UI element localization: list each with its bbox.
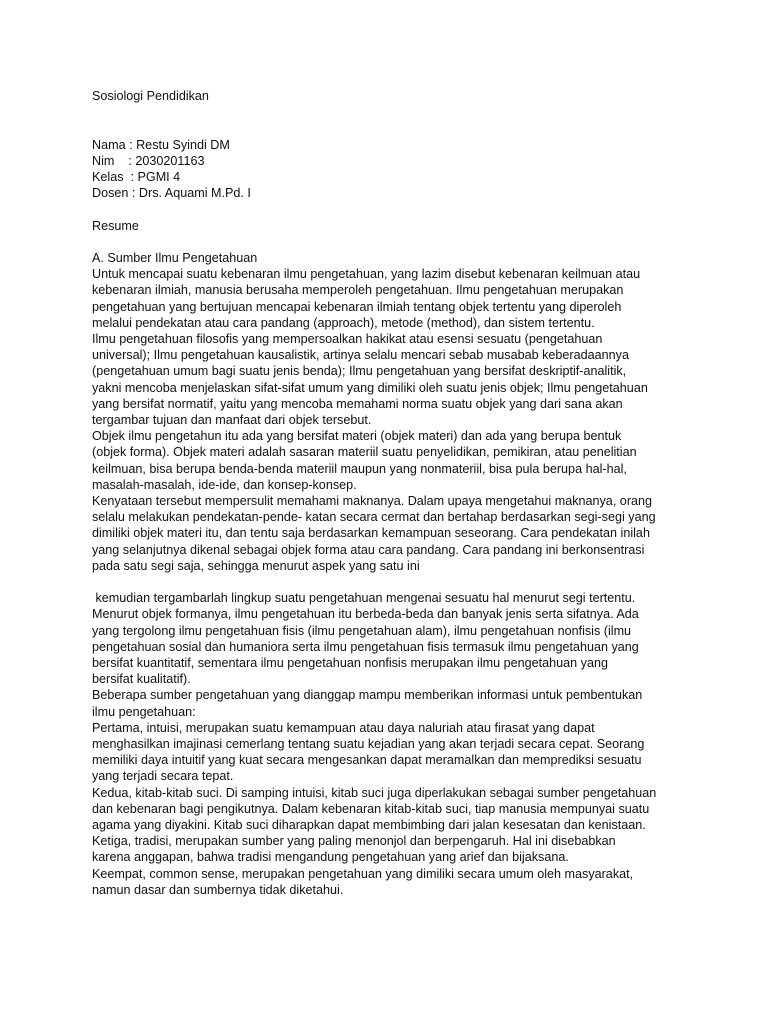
paragraph-line: keilmuan, bisa berupa benda-benda materiil maupun yang nonmateriil, bisa pula berupa hal-hal, (92, 461, 627, 476)
paragraph-line: melalui pendekatan atau cara pandang (approach), metode (method), dan sistem tertentu. (92, 315, 595, 330)
identity-name: Nama : Restu Syindi DM (92, 137, 230, 152)
paragraph-line: (objek forma). Objek materi adalah sasaran materiil suatu penyelidikan, pemikiran, atau penelitian (92, 445, 637, 460)
section-a-body (92, 266, 690, 574)
paragraph-line: Ilmu pengetahuan filosofis yang mempersoalkan hakikat atau esensi sesuatu (pengetahuan (92, 331, 603, 346)
paragraph-line: pengetahuan sosial dan humaniora serta ilmu pengetahuan fisis termasuk ilmu pengetahuan yang (92, 639, 639, 654)
paragraph-line: universal); Ilmu pengetahuan kausalistik, artinya selalu mencari sebab musabab keberadaannya (92, 348, 629, 363)
paragraph-line: Ketiga, tradisi, merupakan sumber yang paling menonjol dan berpengaruh. Hal ini disebabkan (92, 834, 616, 849)
paragraph-line: memiliki daya intuitif yang kuat secara mengesankan dapat meramalkan dan memprediksi sesuatu (92, 753, 642, 768)
paragraph-line: yang selanjutnya dikenal sebagai objek forma atau cara pandang. Cara pandang ini berkonsentrasi (92, 542, 645, 557)
paragraph-line: yang terjadi secara tepat. (92, 769, 234, 784)
spacer (92, 120, 690, 136)
spacer (92, 574, 690, 590)
identity-lecturer: Dosen : Drs. Aquami M.Pd. I (92, 186, 251, 201)
paragraph-line: karena anggapan, bahwa tradisi mengandung pengetahuan yang arief dan bijaksana. (92, 850, 569, 865)
document-title: Sosiologi Pendidikan (92, 89, 209, 103)
top-margin (92, 0, 690, 88)
spacer (92, 104, 690, 120)
paragraph-line: Untuk mencapai suatu kebenaran ilmu pengetahuan, yang lazim disebut kebenaran keilmuan atau (92, 267, 641, 282)
paragraph-line: selalu melakukan pendekatan-pende- katan secara cermat dan bertahap berdasarkan segi-segi yang (92, 510, 656, 525)
paragraph-line: pada satu segi saja, sehingga menurut aspek yang satu ini (92, 558, 420, 573)
paragraph-line: ilmu pengetahuan: (92, 704, 196, 719)
paragraph-line: yang tergolong ilmu pengetahuan fisis (ilmu pengetahuan alam), ilmu pengetahuan nonfisis (ilmu (92, 623, 632, 638)
paragraph-line: tergambar tujuan dan manfaat dari objek tersebut. (92, 413, 372, 427)
paragraph-line: pengetahuan yang bertujuan mencapai kebenaran ilmiah tentang objek tertentu yang diperoleh (92, 299, 622, 314)
paragraph-line: yang bersifat normatif, yaitu yang mencoba memahami norma suatu objek yang dari sana akan (92, 396, 623, 411)
paragraph-line: Keempat, common sense, merupakan pengetahuan yang dimiliki secara umum oleh masyarakat, (92, 866, 634, 881)
paragraph-line: dan kebenaran bagi pengikutnya. Dalam kebenaran kitab-kitab suci, tiap manusia mempunyai suatu (92, 801, 650, 816)
paragraph-line: Kenyataan tersebut mempersulit memahami maknanya. Dalam upaya mengetahui maknanya, orang (92, 494, 653, 509)
spacer (92, 234, 690, 250)
paragraph-line: Menurut objek formanya, ilmu pengetahuan itu berbeda-beda dan banyak jenis serta sifatnya. Ada (92, 607, 639, 622)
spacer (92, 201, 690, 217)
paragraph-line: dimiliki objek materi itu, dan tentu saja berdasarkan kemampuan seseorang. Cara pendekatan inilah (92, 526, 650, 541)
paragraph-line: menghasilkan imajinasi cemerlang tentang suatu kejadian yang akan terjadi secara cepat. Seorang (92, 737, 645, 752)
paragraph-line: Kedua, kitab-kitab suci. Di samping intuisi, kitab suci juga diperlakukan sebagai sumber pengetahuan (92, 785, 657, 800)
paragraph-line: agama yang diyakini. Kitab suci diharapkan dapat membimbing dari jalan kesesatan dan kenistaan. (92, 818, 646, 833)
paragraph-line: bersifat kuantitatif, sementara ilmu pengetahuan nonfisis merupakan ilmu pengetahuan yang (92, 656, 608, 671)
paragraph-line: Beberapa sumber pengetahuan yang dianggap mampu memberikan informasi untuk pembentukan (92, 688, 643, 703)
paragraph-line: masalah-masalah, ide-ide, dan konsep-konsep. (92, 477, 357, 492)
resume-label: Resume (92, 218, 139, 233)
paragraph-line: kebenaran ilmiah, manusia berusaha memperoleh pengetahuan. Ilmu pengetahuan merupakan (92, 283, 624, 298)
paragraph-line: yakni mencoba menjelaskan sifat-sifat umum yang dimiliki oleh suatu jenis objek; Ilmu pengetahuan (92, 380, 648, 395)
paragraph-line: (pengetahuan umum bagi suatu jenis benda); Ilmu pengetahuan yang bersifat deskriptif-analitik, (92, 364, 627, 379)
identity-nim: Nim : 2030201163 (92, 153, 205, 168)
section-b-body (92, 590, 690, 898)
identity-class: Kelas : PGMI 4 (92, 169, 181, 184)
paragraph-line: bersifat kualitatif). (92, 672, 191, 687)
section-heading: A. Sumber Ilmu Pengetahuan (92, 250, 258, 265)
paragraph-line: Objek ilmu pengetahun itu ada yang bersifat materi (objek materi) dan ada yang berupa bentuk (92, 429, 622, 444)
paragraph-line: Pertama, intuisi, merupakan suatu kemampuan atau daya naluriah atau firasat yang dapat (92, 720, 595, 735)
paragraph-line: namun dasar dan sumbernya tidak diketahui. (92, 882, 344, 897)
paragraph-line: kemudian tergambarlah lingkup suatu pengetahuan mengenai sesuatu hal menurut segi tertentu. (92, 591, 636, 606)
